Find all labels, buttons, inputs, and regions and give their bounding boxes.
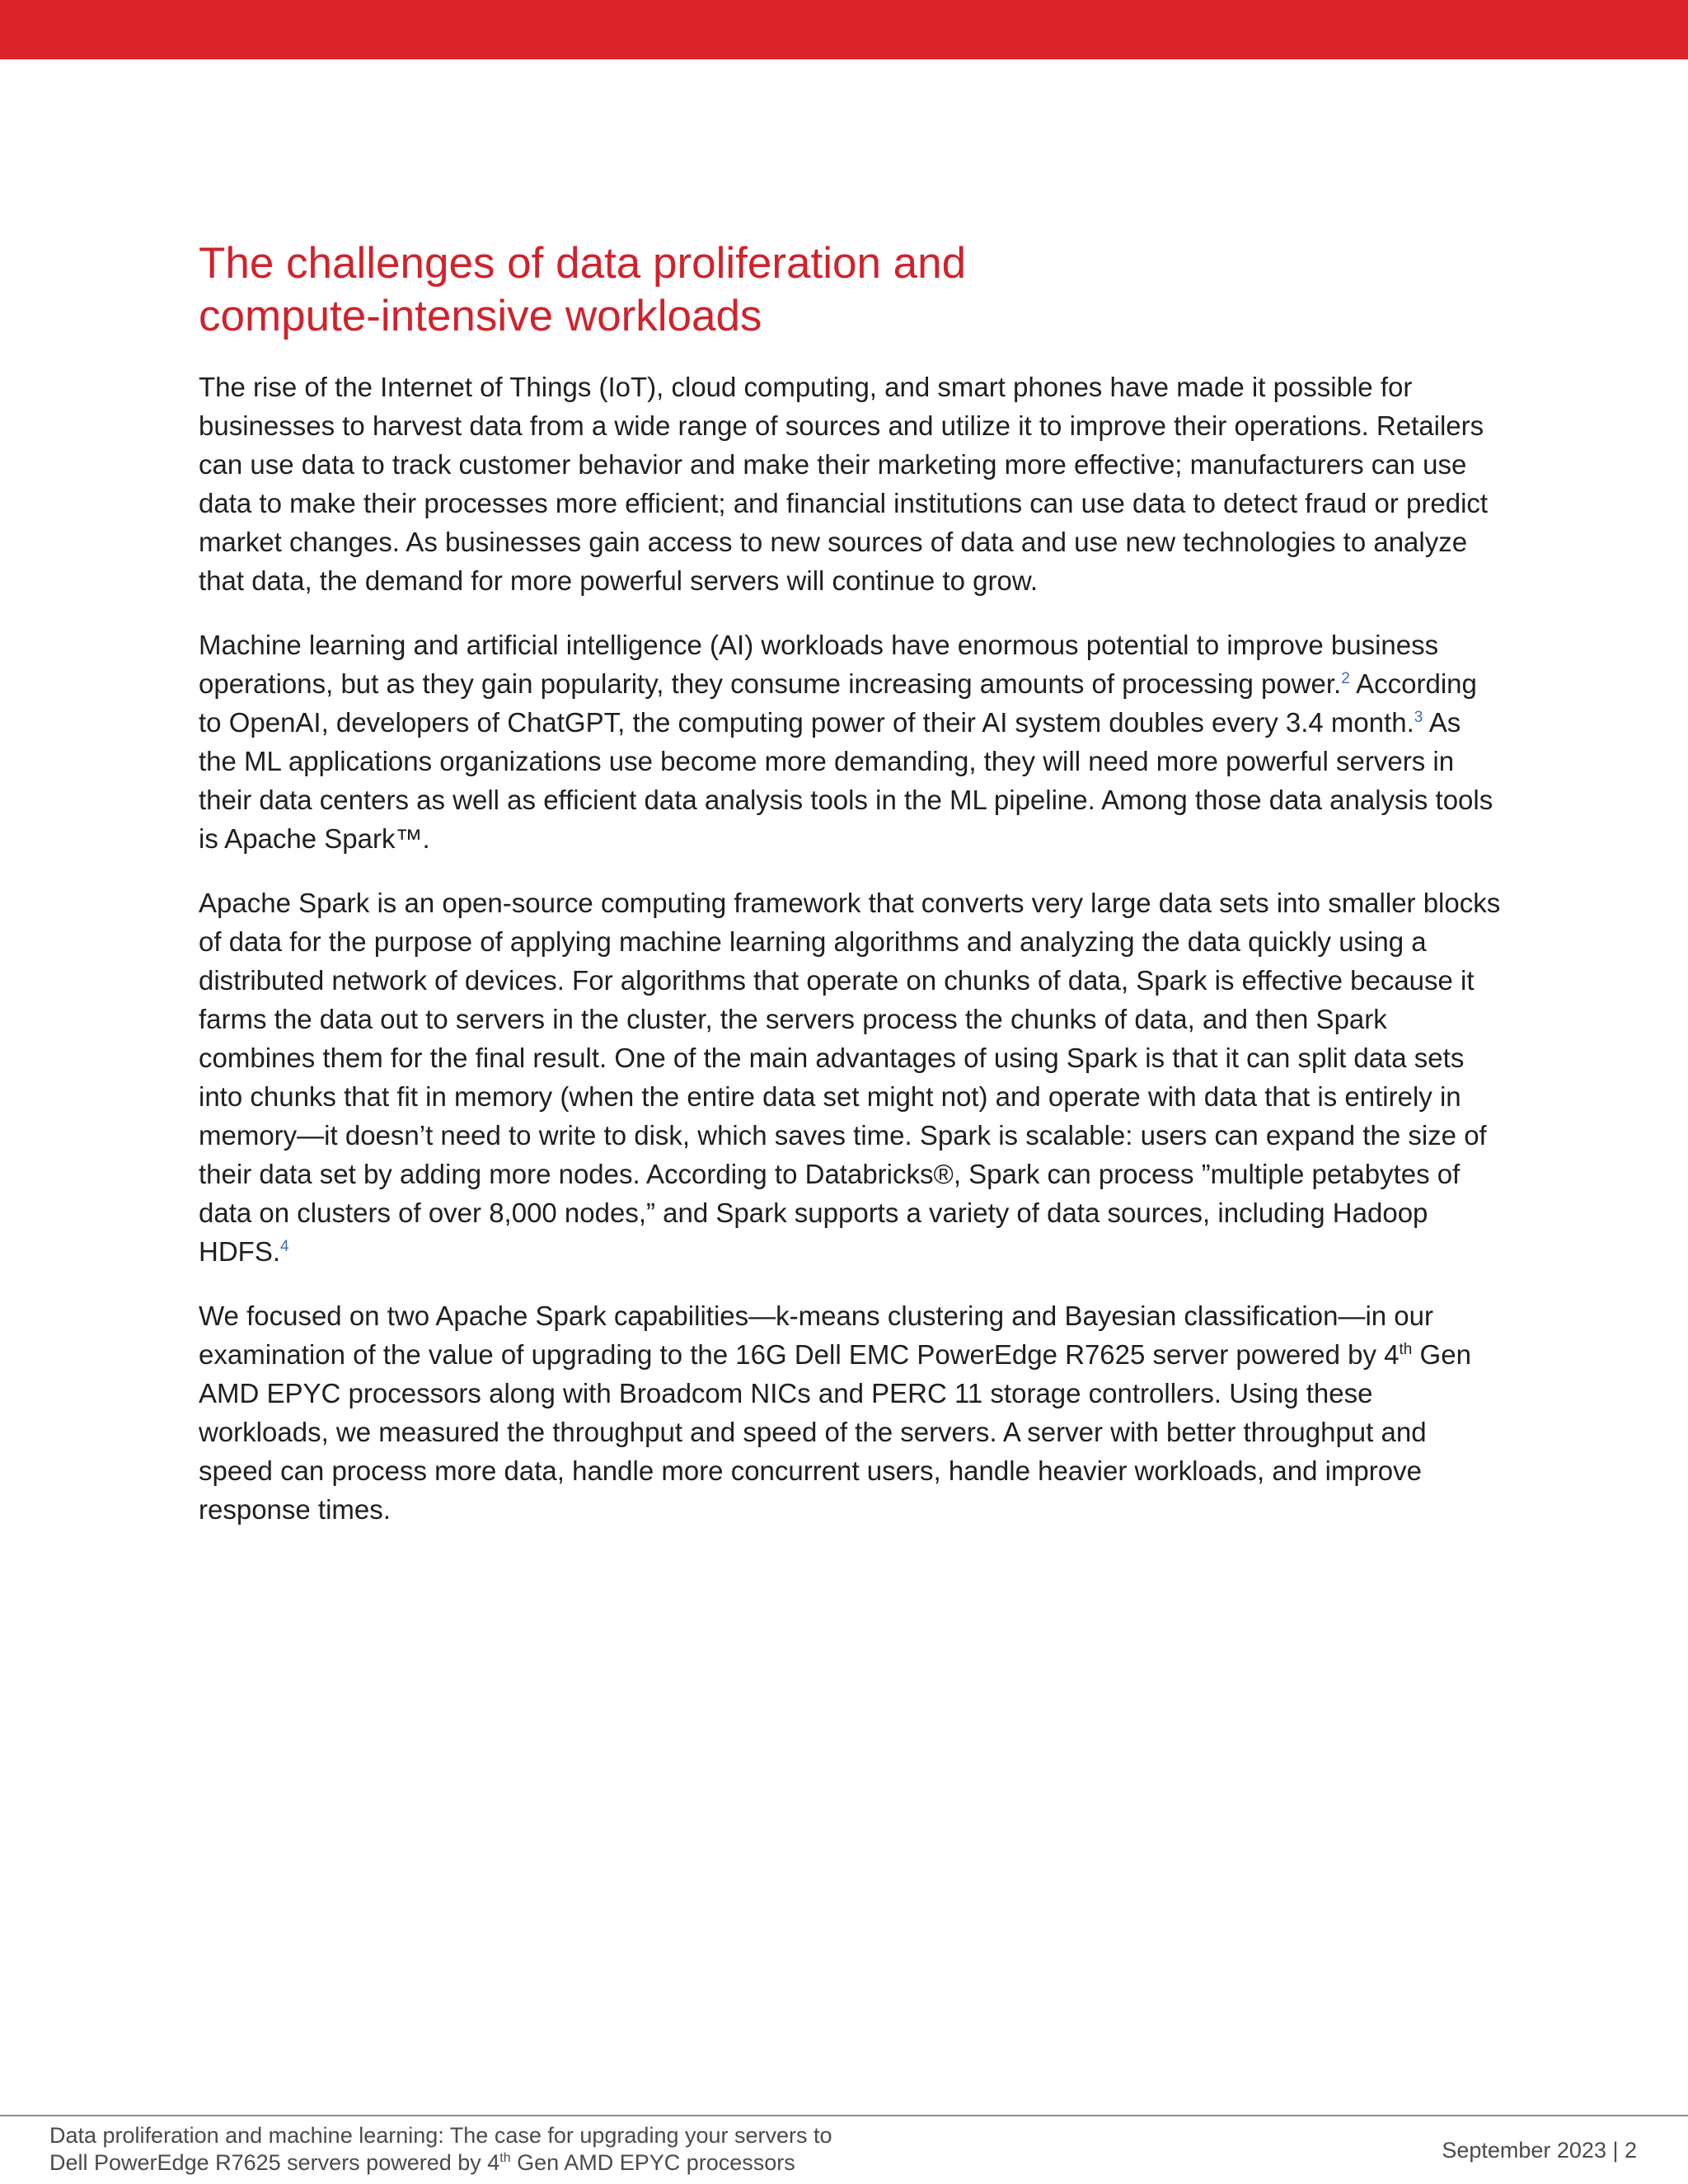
- paragraph-4-text-a: We focused on two Apache Spark capabilities—k-means clustering and Bayesian classification—in our examination of the value of upgrading to the 16G Dell EMC PowerEdge R7625 server powered by 4: [199, 1301, 1434, 1370]
- paragraph-3: [199, 883, 1501, 1271]
- footer-title-line-2a: Dell PowerEdge R7625 servers powered by 4: [49, 2150, 500, 2175]
- footer-ordinal-suffix: th: [499, 2151, 511, 2165]
- article-body: [199, 237, 1501, 1554]
- paragraph-2: [199, 626, 1501, 858]
- footnote-ref-2[interactable]: 2: [1341, 670, 1350, 687]
- footer-document-title: [49, 2122, 832, 2177]
- paragraph-2-text-c: As the ML applications organizations use become more demanding, they will need more powerful servers in their data centers as well as efficient data analysis tools in the ML pipeline. Among those data analysis tools is Apache Spark™.: [199, 707, 1493, 854]
- paragraph-2-text-a: Machine learning and artificial intelligence (AI) workloads have enormous potential to improve business operations, but as they gain popularity, they consume increasing amounts of processing power.: [199, 630, 1439, 699]
- paragraph-4-text-b: Gen AMD EPYC processors along with Broadcom NICs and PERC 11 storage controllers. Using these workloads, we measured the throughput and speed of the servers. A server with better throughput and speed can process more data, handle more concurrent users, handle heavier workloads, and improve response times.: [199, 1339, 1471, 1525]
- paragraph-4: [199, 1296, 1501, 1529]
- footnote-ref-4[interactable]: 4: [280, 1238, 289, 1255]
- footer-title-line-1: Data proliferation and machine learning: The case for upgrading your servers to: [49, 2123, 832, 2148]
- paragraph-2-text-b: According to OpenAI, developers of ChatGPT, the computing power of their AI system doubles every 3.4 month.: [199, 668, 1477, 738]
- footer-divider: [0, 2115, 1688, 2116]
- section-title-line-2: compute-intensive workloads: [199, 292, 762, 340]
- footer-date-page-number: September 2023 | 2: [1442, 2138, 1637, 2163]
- top-accent-bar: [0, 0, 1688, 59]
- ordinal-suffix: th: [1399, 1341, 1413, 1358]
- section-title-line-1: The challenges of data proliferation and: [199, 239, 967, 288]
- paragraph-1: The rise of the Internet of Things (IoT), cloud computing, and smart phones have made it possible for businesses to harvest data from a wide range of sources and utilize it to improve their operations. Retailers can use data to track customer behavior and make their marketing more effective; manufacturers can use data to make their processes more efficient; and financial institutions can use data to detect fraud or predict market changes. As businesses gain access to new sources of data and use new technologies to analyze that data, the demand for more powerful servers will continue to grow.: [199, 372, 1489, 596]
- footer-title-line-2b: Gen AMD EPYC processors: [510, 2150, 795, 2175]
- paragraph-3-text: Apache Spark is an open-source computing framework that converts very large data sets into smaller blocks of data for the purpose of applying machine learning algorithms and analyzing the data quickly using a distributed network of devices. For algorithms that operate on chunks of data, Spark is effective because it farms the data out to servers in the cluster, the servers process the chunks of data, and then Spark combines them for the final result. One of the main advantages of using Spark is that it can split data sets into chunks that fit in memory (when the entire data set might not) and operate with data that is entirely in memory—it doesn’t need to write to disk, which saves time. Spark is scalable: users can expand the size of their data set by adding more nodes. According to Databricks®, Spark can process ”multiple petabytes of data on clusters of over 8,000 nodes,” and Spark supports a variety of data sources, including Hadoop HDFS.: [199, 888, 1501, 1267]
- section-title: [199, 237, 1105, 343]
- footnote-ref-3[interactable]: 3: [1414, 709, 1423, 726]
